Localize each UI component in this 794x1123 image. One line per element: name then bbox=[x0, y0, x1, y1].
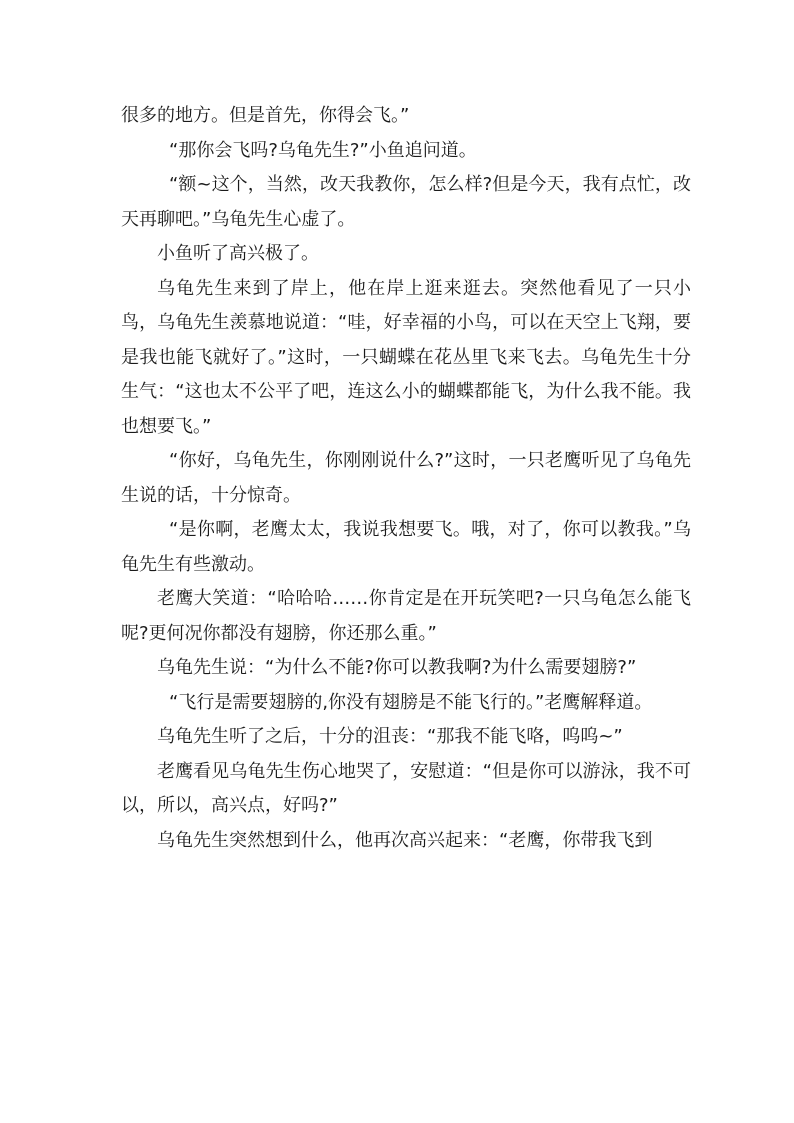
paragraph-continuation: 很多的地方。但是首先，你得会飞。” bbox=[121, 105, 410, 126]
paragraph-fish-happy: 小鱼听了高兴极了。 bbox=[157, 243, 319, 264]
paragraph-eagle-explains: “飞行是需要翅膀的,你没有翅膀是不能飞行的。”老鹰解释道。 bbox=[169, 691, 653, 713]
paragraph-eagle-laughs: 老鹰大笑道：“哈哈哈……你肯定是在开玩笑吧?一只乌龟怎么能飞呢?更何况你都没有翅膀，你还那么重。” bbox=[121, 588, 691, 644]
paragraph-eagle-asks: “你好，乌龟先生，你刚刚说什么?”这时，一只老鹰听见了乌龟先生说的话，十分惊奇。 bbox=[121, 450, 691, 506]
paragraph-turtle-idea: 乌龟先生突然想到什么，他再次高兴起来：“老鹰，你带我飞到 bbox=[157, 829, 653, 851]
paragraph-turtle-shore: 乌龟先生来到了岸上，他在岸上逛来逛去。突然他看见了一只小鸟，乌龟先生羡慕地说道：“哇，好幸福的小鸟，可以在天空上飞翔，要是我也能飞就好了。”这时，一只蝴蝶在花丛里飞来飞去。乌龟先生十分生气：“这也太不公平了吧，连这么小的蝴蝶都能飞，为什么我不能。我也想要飞。” bbox=[121, 277, 691, 437]
paragraph-turtle-replies: “额~这个，当然，改天我教你，怎么样?但是今天，我有点忙，改天再聊吧。”乌龟先生心虚了。 bbox=[121, 174, 691, 230]
story-text bbox=[121, 99, 691, 858]
paragraph-turtle-excited: “是你啊，老鹰太太，我说我想要飞。哦，对了，你可以教我。”乌龟先生有些激动。 bbox=[121, 519, 691, 575]
paragraph-turtle-sad: 乌龟先生听了之后，十分的沮丧：“那我不能飞咯，呜呜~” bbox=[157, 726, 623, 747]
paragraph-eagle-comforts: 老鹰看见乌龟先生伤心地哭了，安慰道：“但是你可以游泳，我不可以，所以，高兴点，好吗?” bbox=[121, 760, 691, 816]
paragraph-turtle-questions: 乌龟先生说：“为什么不能?你可以教我啊?为什么需要翅膀?” bbox=[157, 657, 637, 678]
paragraph-fish-asks: “那你会飞吗?乌龟先生?”小鱼追问道。 bbox=[169, 139, 477, 161]
